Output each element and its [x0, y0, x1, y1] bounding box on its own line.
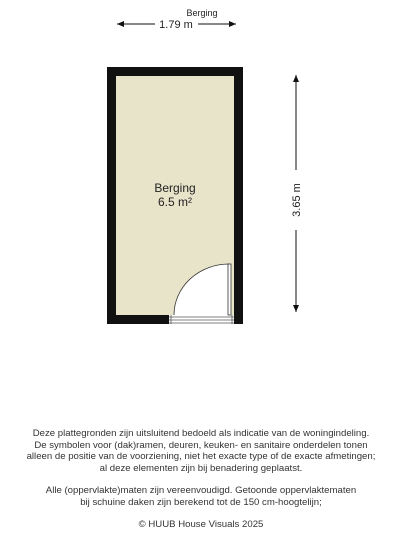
arrow-right-icon	[229, 21, 236, 27]
wall-bottom	[107, 315, 169, 324]
disclaimer-line: bij schuine daken zijn berekend tot de 150 cm-hoogtelijn;	[80, 496, 322, 508]
door-threshold	[169, 315, 234, 324]
width-label: 1.79 m	[159, 19, 193, 31]
room-area: 6.5 m²	[157, 195, 193, 209]
arrow-left-icon	[117, 21, 124, 27]
disclaimer-line: De symbolen voor (dak)ramen, deuren, keuken- en sanitaire onderdelen tonen	[34, 439, 368, 451]
arrow-up-icon	[293, 75, 299, 82]
disclaimer-line: Deze plattegronden zijn uitsluitend bedoeld als indicatie van de woningindeling.	[32, 428, 370, 439]
copyright: © HUUB House Visuals 2025	[138, 519, 264, 530]
height-label: 3.65 m	[291, 183, 303, 217]
door-leaf	[228, 264, 231, 315]
arrow-down-icon	[293, 305, 299, 312]
disclaimer	[0, 428, 402, 509]
wall-left	[107, 67, 116, 324]
wall-right	[234, 67, 243, 324]
disclaimer-line: al deze elementen zijn bij benadering geplaatst.	[99, 462, 303, 474]
width-dimension	[117, 19, 236, 31]
disclaimer-line: alleen de positie van de voorziening, niet het exacte type of de exacte afmetingen;	[26, 451, 376, 463]
disclaimer-paragraph-2	[0, 485, 402, 508]
disclaimer-line: Alle (oppervlakte)maten zijn vereenvoudigd. Getoonde oppervlaktematen	[45, 485, 357, 497]
height-dimension	[291, 75, 303, 312]
room-name: Berging	[154, 181, 196, 195]
disclaimer-paragraph-1	[0, 428, 402, 474]
wall-top	[107, 67, 243, 76]
floor-title: Berging	[186, 8, 218, 18]
